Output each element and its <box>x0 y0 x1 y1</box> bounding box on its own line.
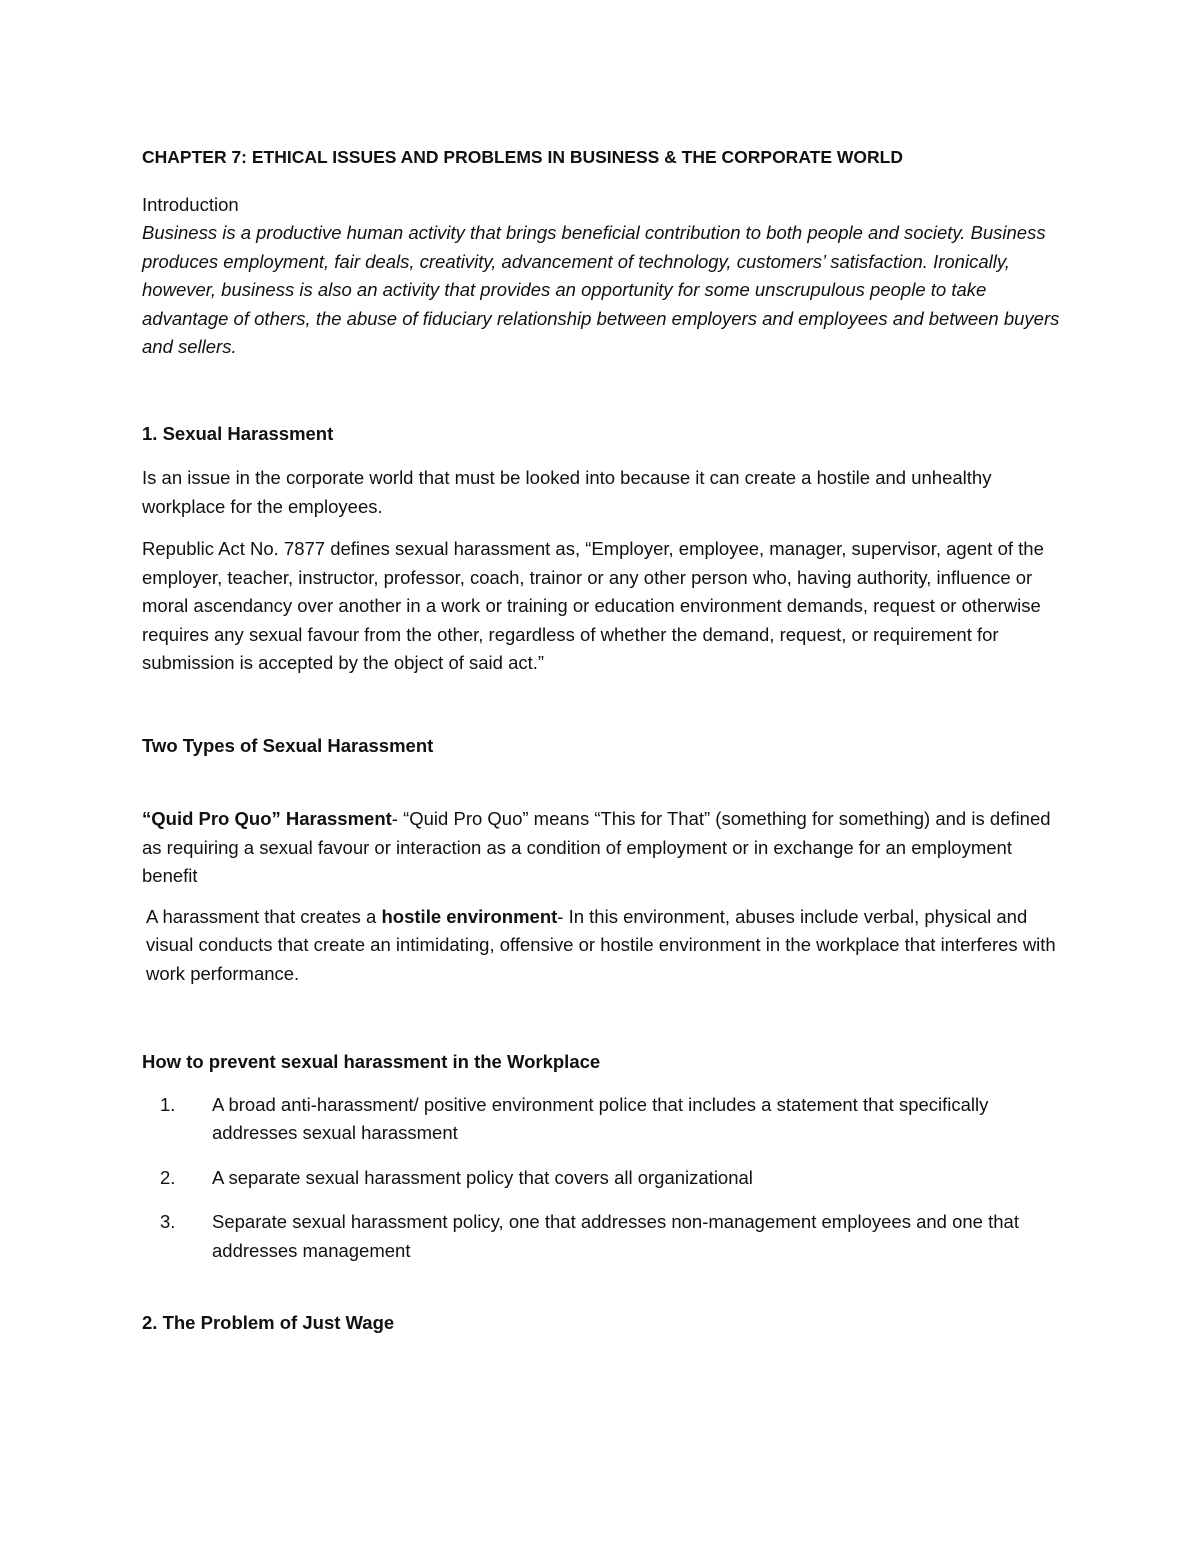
hostile-environment-text: - In this environment, abuses include verbal, physical and visual conducts that create an intimidating, offensive or hostile environment in the workplace that interferes with work performance. <box>146 905 1056 984</box>
list-item <box>142 1208 1067 1265</box>
intro-label: Introduction <box>142 193 239 215</box>
list-item-text: A separate sexual harassment policy that covers all organizational <box>212 1166 753 1188</box>
hostile-environment-pre: A harassment that creates a <box>146 905 382 927</box>
quid-pro-quo-paragraph <box>142 805 1067 891</box>
list-item-text: Separate sexual harassment policy, one that addresses non-management employees and one that addresses management <box>212 1211 1019 1261</box>
prevent-heading: How to prevent sexual harassment in the Workplace <box>142 1051 601 1072</box>
sexual-harassment-paragraph: Is an issue in the corporate world that must be looked into because it can create a hostile and unhealthy workplace for the employees. <box>142 467 992 517</box>
types-heading: Two Types of Sexual Harassment <box>142 734 434 756</box>
republic-act-paragraph: Republic Act No. 7877 defines sexual harassment as, “Employer, employee, manager, supervisor, agent of the employer, teacher, instructor, professor, coach, trainor or any other person who, having authority, influence or moral ascendancy over another in a work or training or education environment demands, request or otherwise requires any sexual favour from the other, regardless of whether the demand, request, or requirement for submission is accepted by the object of said act.” <box>142 538 1044 673</box>
chapter-title: CHAPTER 7: ETHICAL ISSUES AND PROBLEMS IN BUSINESS & THE CORPORATE WORLD <box>142 147 903 167</box>
section-heading-sexual-harassment: 1. Sexual Harassment <box>142 422 334 444</box>
hostile-environment-paragraph <box>142 903 1067 989</box>
document-body <box>142 143 1067 1338</box>
list-item-number: 3. <box>160 1211 176 1232</box>
section-heading-just-wage: 2. The Problem of Just Wage <box>142 1312 395 1333</box>
list-item <box>142 1091 1067 1148</box>
list-item-text: A broad anti-harassment/ positive environment police that includes a statement that specifically addresses sexual harassment <box>212 1093 989 1143</box>
intro-paragraph: Business is a productive human activity that brings beneficial contribution to both people and society. Business produces employment, fair deals, creativity, advancement of technology, customers’ satisfaction. Ironically, however, business is also an activity that provides an opportunity for some unscrupulous people to take advantage of others, the abuse of fiduciary relationship between employers and employees and between buyers and sellers. <box>142 222 1060 357</box>
list-item-number: 2. <box>160 1166 176 1188</box>
list-item <box>142 1164 1067 1193</box>
quid-pro-quo-label: “Quid Pro Quo” Harassment <box>142 808 392 829</box>
list-item-number: 1. <box>160 1093 176 1115</box>
quid-pro-quo-text: - “Quid Pro Quo” means “This for That” (something for something) and is defined as requiring a sexual favour or interaction as a condition of employment or in exchange for an employment benefit <box>142 808 1051 886</box>
hostile-environment-label: hostile environment <box>381 905 558 927</box>
prevent-list <box>142 1091 1067 1266</box>
